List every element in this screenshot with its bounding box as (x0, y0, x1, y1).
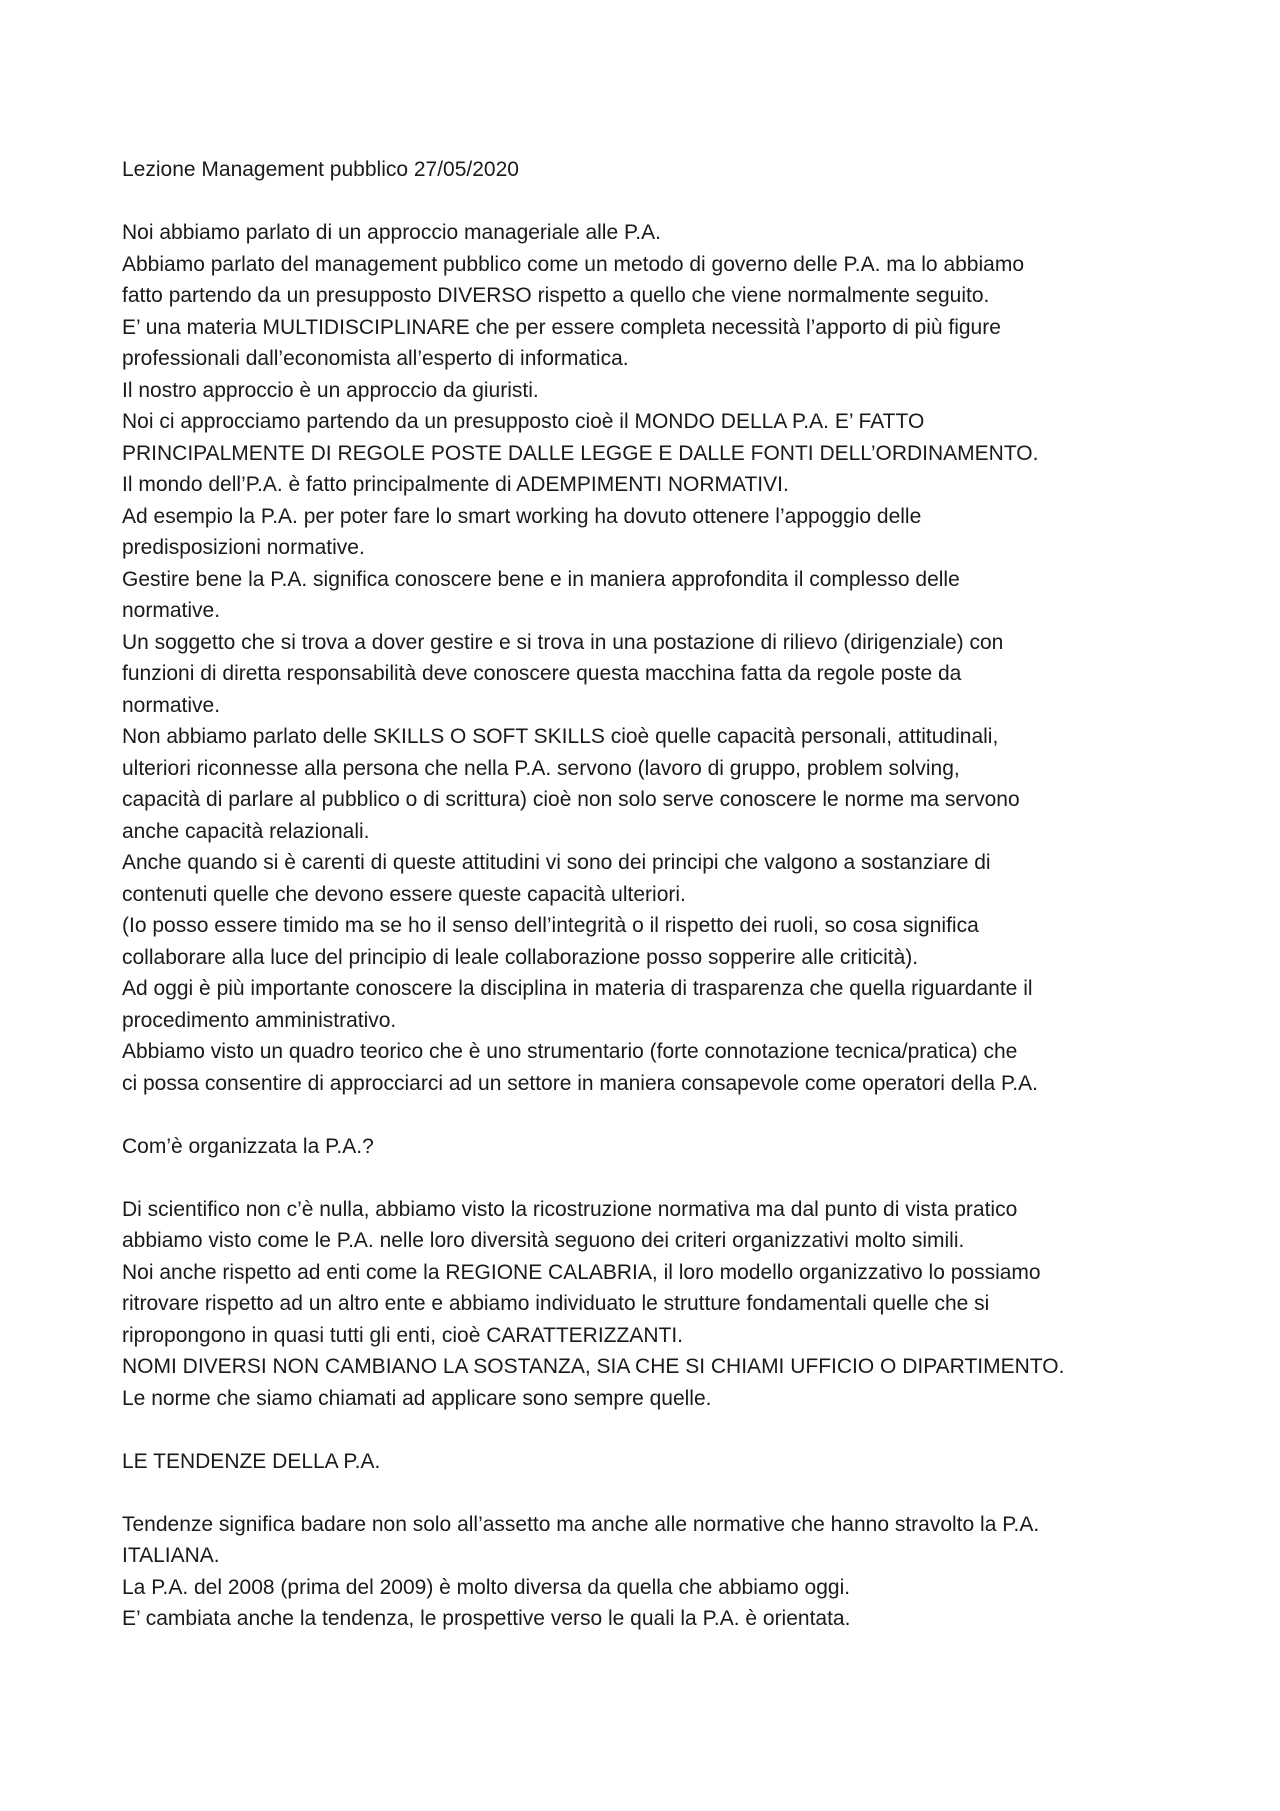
text-line: (Io posso essere timido ma se ho il senso dell’integrità o il rispetto dei ruoli, so cosa significa (122, 914, 979, 937)
text-line: ci possa consentire di approcciarci ad un settore in maniera consapevole come operatori della P.A. (122, 1071, 1038, 1095)
blank-line (122, 186, 1172, 218)
blank-line (122, 1414, 1172, 1446)
text-line: procedimento amministrativo. (122, 1008, 397, 1032)
text-line: funzioni di diretta responsabilità deve conoscere questa macchina fatta da regole poste da (122, 662, 962, 685)
text-line: Tendenze significa badare non solo all’assetto ma anche alle normative che hanno stravolto la P.A. (122, 1512, 1040, 1536)
text-line: Non abbiamo parlato delle SKILLS O SOFT SKILLS cioè quelle capacità personali, attitudinali, (122, 725, 999, 748)
heading-organizzazione: Com’è organizzata la P.A.? (122, 1134, 374, 1158)
text-line: Il mondo dell’P.A. è fatto principalmente di ADEMPIMENTI NORMATIVI. (122, 473, 789, 496)
text-line: Noi ci approcciamo partendo da un presupposto cioè il MONDO DELLA P.A. E’ FATTO (122, 410, 925, 433)
document-body (122, 154, 1172, 1635)
text-line: collaborare alla luce del principio di leale collaborazione posso sopperire alle criticità). (122, 945, 919, 969)
document-title: Lezione Management pubblico 27/05/2020 (122, 158, 519, 181)
text-line: Noi anche rispetto ad enti come la REGIONE CALABRIA, il loro modello organizzativo lo possiamo (122, 1260, 1041, 1284)
section-tendenze (122, 1509, 1172, 1635)
text-line: La P.A. del 2008 (prima del 2009) è molto diversa da quella che abbiamo oggi. (122, 1575, 851, 1599)
text-line: normative. (122, 693, 221, 717)
text-line: contenuti quelle che devono essere queste capacità ulteriori. (122, 882, 686, 906)
blank-line (122, 1099, 1172, 1131)
text-line: Le norme che siamo chiamati ad applicare sono sempre quelle. (122, 1386, 712, 1410)
text-line: E’ una materia MULTIDISCIPLINARE che per essere completa necessità l’apporto di più figure (122, 315, 1001, 339)
text-line: abbiamo visto come le P.A. nelle loro diversità seguono dei criteri organizzativi molto simili. (122, 1229, 965, 1252)
text-line: Ad oggi è più importante conoscere la disciplina in materia di trasparenza che quella riguardante il (122, 977, 1033, 1000)
heading-tendenze: LE TENDENZE DELLA P.A. (122, 1449, 381, 1473)
text-line: professionali dall’economista all’esperto di informatica. (122, 347, 629, 370)
section-intro (122, 217, 1172, 1099)
text-line: ITALIANA. (122, 1544, 220, 1567)
blank-line (122, 1162, 1172, 1194)
text-line: fatto partendo da un presupposto DIVERSO rispetto a quello che viene normalmente seguito. (122, 284, 990, 307)
text-line: Un soggetto che si trova a dover gestire e si trova in una postazione di rilievo (dirigenziale) con (122, 630, 1004, 654)
text-line: ripropongono in quasi tutti gli enti, cioè CARATTERIZZANTI. (122, 1323, 684, 1347)
section-organizzazione (122, 1194, 1172, 1415)
text-line: ulteriori riconnesse alla persona che nella P.A. servono (lavoro di gruppo, problem solving, (122, 756, 960, 780)
text-line: Abbiamo visto un quadro teorico che è uno strumentario (forte connotazione tecnica/pratica) che (122, 1040, 1018, 1063)
text-line: Anche quando si è carenti di queste attitudini vi sono dei principi che valgono a sostanziare di (122, 851, 991, 874)
blank-line (122, 1477, 1172, 1509)
text-line: anche capacità relazionali. (122, 819, 370, 843)
text-line: PRINCIPALMENTE DI REGOLE POSTE DALLE LEGGE E DALLE FONTI DELL’ORDINAMENTO. (122, 441, 1039, 465)
text-line: ritrovare rispetto ad un altro ente e abbiamo individuato le strutture fondamentali quelle che si (122, 1292, 990, 1315)
text-line: Noi abbiamo parlato di un approccio manageriale alle P.A. (122, 221, 661, 244)
text-line: capacità di parlare al pubblico o di scrittura) cioè non solo serve conoscere le norme ma servono (122, 788, 1020, 811)
text-line: E’ cambiata anche la tendenza, le prospettive verso le quali la P.A. è orientata. (122, 1607, 851, 1630)
text-line: Abbiamo parlato del management pubblico come un metodo di governo delle P.A. ma lo abbiamo (122, 252, 1025, 276)
text-line: Gestire bene la P.A. significa conoscere bene e in maniera approfondita il complesso delle (122, 567, 960, 591)
text-line: predisposizioni normative. (122, 536, 365, 559)
text-line: normative. (122, 599, 221, 622)
text-line: Ad esempio la P.A. per poter fare lo smart working ha dovuto ottenere l’appoggio delle (122, 504, 922, 528)
text-line: NOMI DIVERSI NON CAMBIANO LA SOSTANZA, SIA CHE SI CHIAMI UFFICIO O DIPARTIMENTO. (122, 1355, 1065, 1378)
text-line: Di scientifico non c’è nulla, abbiamo visto la ricostruzione normativa ma dal punto di vista pratico (122, 1197, 1018, 1221)
text-line: Il nostro approccio è un approccio da giuristi. (122, 378, 539, 402)
